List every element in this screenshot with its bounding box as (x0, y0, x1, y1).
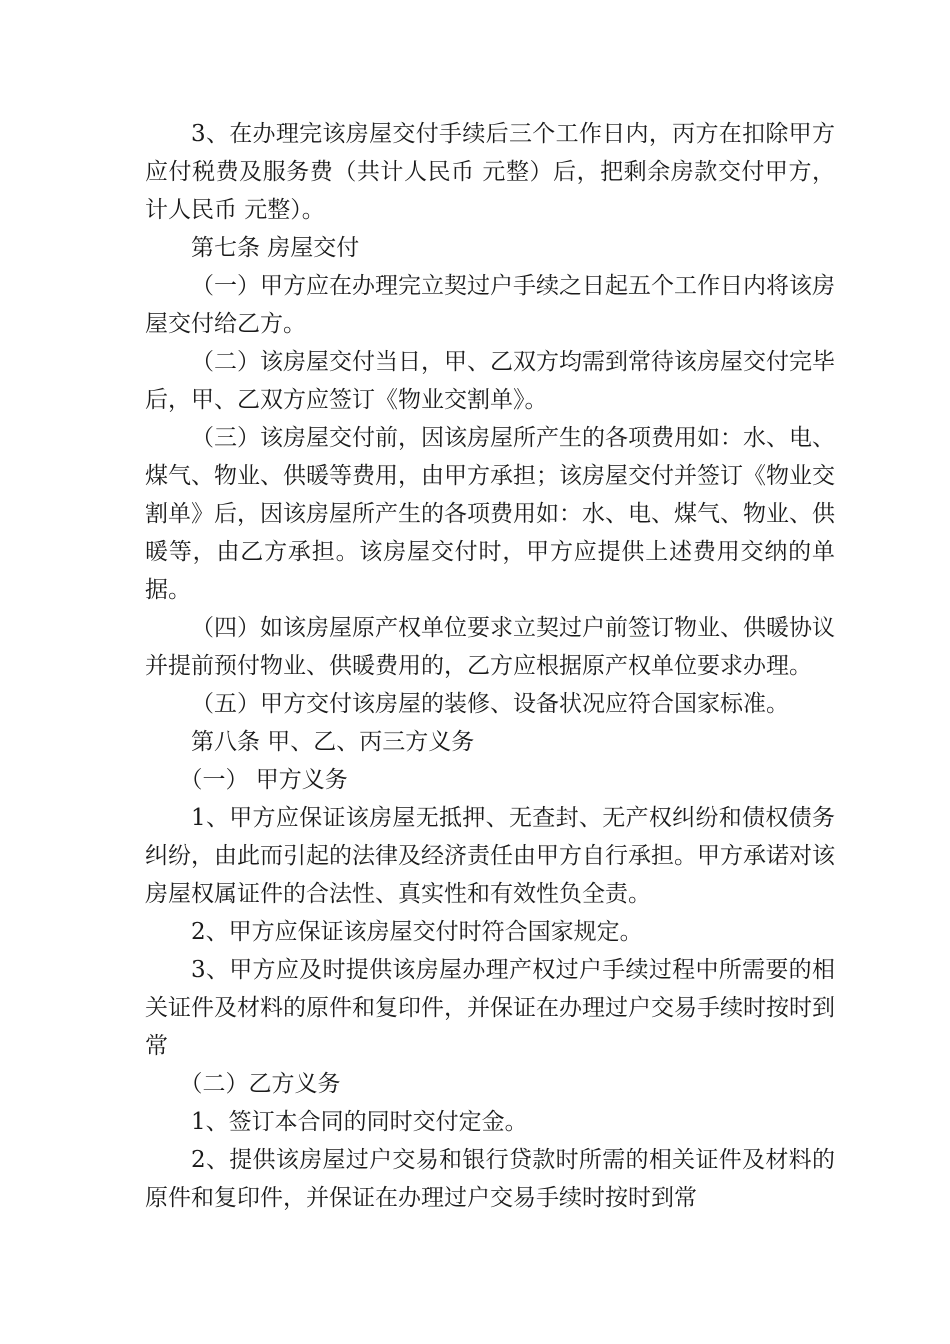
article-7-heading: 第七条 房屋交付 (191, 235, 360, 261)
party-a-heading: （一） 甲方义务 (179, 767, 348, 793)
party-b-item-1: 1、签订本合同的同时交付定金。 (191, 1109, 528, 1135)
article-7-item-1: （一）甲方应在办理完立契过户手续之日起五个工作日内将该房屋交付给乙方。 (145, 273, 835, 337)
document-body (145, 115, 835, 1217)
party-a-item-3: 3、甲方应及时提供该房屋办理产权过户手续过程中所需要的相关证件及材料的原件和复印件，并保证在办理过户交易手续时按时到常 (145, 957, 835, 1059)
article-7-item-2: （二）该房屋交付当日，甲、乙双方均需到常待该房屋交付完毕后，甲、乙双方应签订《物业交割单》。 (145, 349, 835, 413)
party-b-item-2: 2、提供该房屋过户交易和银行贷款时所需的相关证件及材料的原件和复印件，并保证在办理过户交易手续时按时到常 (145, 1147, 835, 1211)
article-7-item-5: （五）甲方交付该房屋的装修、设备状况应符合国家标准。 (191, 691, 789, 717)
article-7-item-4: （四）如该房屋原产权单位要求立契过户前签订物业、供暖协议并提前预付物业、供暖费用的，乙方应根据原产权单位要求办理。 (145, 615, 835, 679)
party-b-heading: （二）乙方义务 (179, 1071, 341, 1097)
article-7-item-3: （三）该房屋交付前，因该房屋所产生的各项费用如：水、电、煤气、物业、供暖等费用，由甲方承担；该房屋交付并签订《物业交割单》后，因该房屋所产生的各项费用如：水、电、煤气、物业、供暖等，由乙方承担。该房屋交付时，甲方应提供上述费用交纳的单据。 (145, 425, 835, 603)
article-8-heading: 第八条 甲、乙、丙三方义务 (191, 729, 475, 755)
party-a-item-2: 2、甲方应保证该房屋交付时符合国家规定。 (191, 919, 643, 945)
clause-6-item-3: 3、在办理完该房屋交付手续后三个工作日内，丙方在扣除甲方应付税费及服务费（共计人民币 元整）后，把剩余房款交付甲方，计人民币 元整）。 (145, 121, 835, 223)
party-a-item-1: 1、甲方应保证该房屋无抵押、无查封、无产权纠纷和债权债务纠纷，由此而引起的法律及经济责任由甲方自行承担。甲方承诺对该房屋权属证件的合法性、真实性和有效性负全责。 (145, 805, 835, 907)
